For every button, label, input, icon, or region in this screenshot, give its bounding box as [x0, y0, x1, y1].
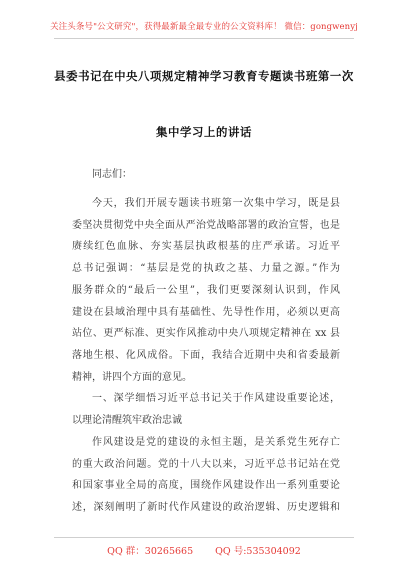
body-line: 作风建设是党的建设的永恒主题，是关系党生死存亡	[92, 437, 340, 448]
body-line: 落地生根、化风成俗。下面，我结合近期中央和省委最新	[72, 350, 340, 361]
salutation: 同志们：	[92, 169, 132, 180]
footer-divider	[54, 537, 354, 538]
footer-contacts	[0, 543, 408, 557]
body-line: 委坚决贯彻党中央全面从严治党战略部署的政治宣誓，也是	[72, 220, 340, 231]
body-line: 赓续红色血脉、夯实基层执政根基的庄严承诺。习近平	[72, 241, 340, 252]
body-line: 服务群众的“最后一公里”，我们更要深刻认识到，作风	[72, 285, 340, 296]
body-line: 今天，我们开展专题读书班第一次集中学习，既是县	[92, 198, 340, 209]
body-line: 和国家事业全局的高度，围绕作风建设作出一系列重要论	[72, 480, 340, 491]
document-title-line-2: 集中学习上的讲话	[156, 125, 252, 139]
header-divider	[54, 38, 354, 39]
body-line: 的重大政治问题。党的十八大以来，习近平总书记站在党	[72, 459, 340, 470]
body-line: 述，深刻阐明了新时代作风建设的政治逻辑、历史逻辑和	[72, 502, 340, 513]
footer-qq-number[interactable]: QQ 号:535304092	[215, 546, 301, 557]
header-notice-link[interactable]: 关注头条号"公文研究"，获得最新最全最专业的公文资料库！ 微信：gongwenyj	[50, 22, 358, 32]
footer-qq-group[interactable]: QQ 群：30265665	[107, 546, 194, 557]
body-line: 精神，讲四个方面的意见。	[72, 372, 192, 383]
body-line: 建设在县域治理中具有基础性、先导性作用，必须以更高	[72, 307, 340, 318]
body-line: 总书记强调：“基层是党的执政之基、力量之源。”作为	[72, 263, 340, 274]
document-title-line-1: 县委书记在中央八项规定精神学习教育专题读书班第一次	[54, 69, 354, 83]
body-line: 站位、更严标准、更实作风推动中央八项规定精神在 xx 县	[72, 328, 340, 339]
section-heading-line: 一、深学细悟习近平总书记关于作风建设重要论述，	[92, 393, 340, 404]
section-heading-line: 以理论清醒筑牢政治忠诚	[72, 415, 182, 426]
